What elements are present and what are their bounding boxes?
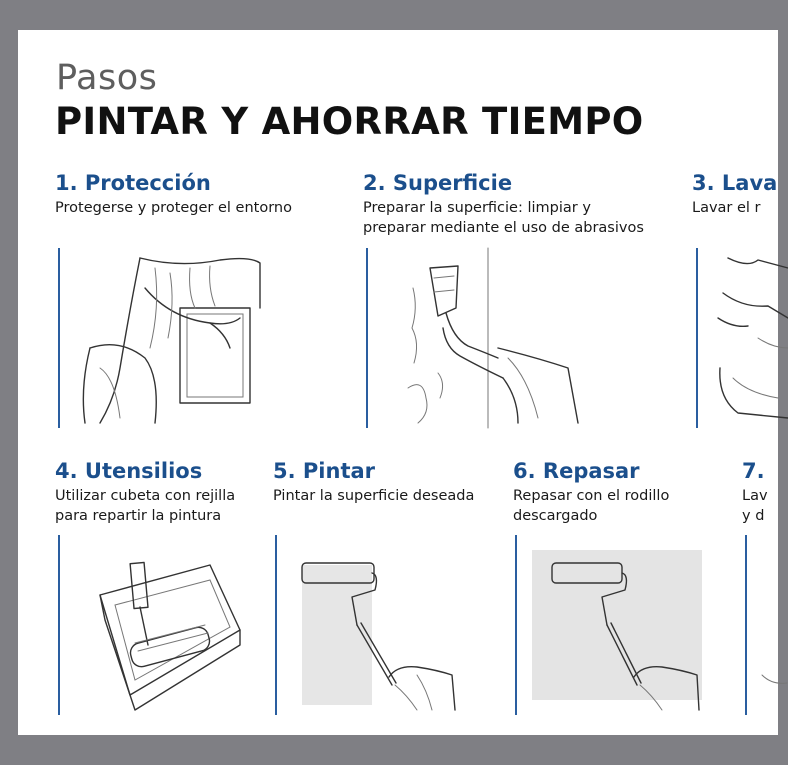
step-4-heading: 4. Utensilios [55, 459, 203, 483]
step-1-heading: 1. Protección [55, 171, 211, 195]
step-5-heading: 5. Pintar [273, 459, 376, 483]
paint-tray-illustration [58, 535, 260, 715]
step-1-description: Protegerse y proteger el entorno [55, 200, 292, 216]
step-1 [55, 170, 292, 218]
step-3-heading: 3. Lava [692, 171, 778, 195]
step-6 [513, 458, 669, 526]
protection-drape-illustration [58, 248, 280, 428]
step-3-description: Lavar el r [692, 200, 761, 216]
step-2 [363, 170, 644, 238]
step-4 [55, 458, 235, 526]
step-5 [273, 458, 474, 506]
step-7 [742, 458, 768, 526]
step-5-description: Pintar la superficie deseada [273, 488, 475, 504]
scraper-illustration [366, 248, 588, 428]
step-2-heading: 2. Superficie [363, 171, 513, 195]
step-4-description: Utilizar cubeta con rejilla para repartir la pintura [55, 488, 236, 524]
step-2-description: Preparar la superficie: limpiar y preparar mediante el uso de abrasivos [363, 200, 644, 236]
step-seven-illustration [745, 535, 787, 715]
step-6-description: Repasar con el rodillo descargado [513, 488, 670, 524]
washing-illustration [696, 248, 788, 428]
step-7-heading: 7. [742, 459, 765, 483]
infographic-sheet [18, 30, 778, 735]
subtitle: Pasos [56, 58, 158, 98]
page-title: PINTAR Y AHORRAR TIEMPO [55, 100, 644, 143]
step-7-description: Lav y d [742, 488, 768, 524]
paint-roller-illustration [275, 535, 477, 715]
roller-review-illustration [515, 535, 717, 715]
step-6-heading: 6. Repasar [513, 459, 640, 483]
step-3 [692, 170, 777, 218]
